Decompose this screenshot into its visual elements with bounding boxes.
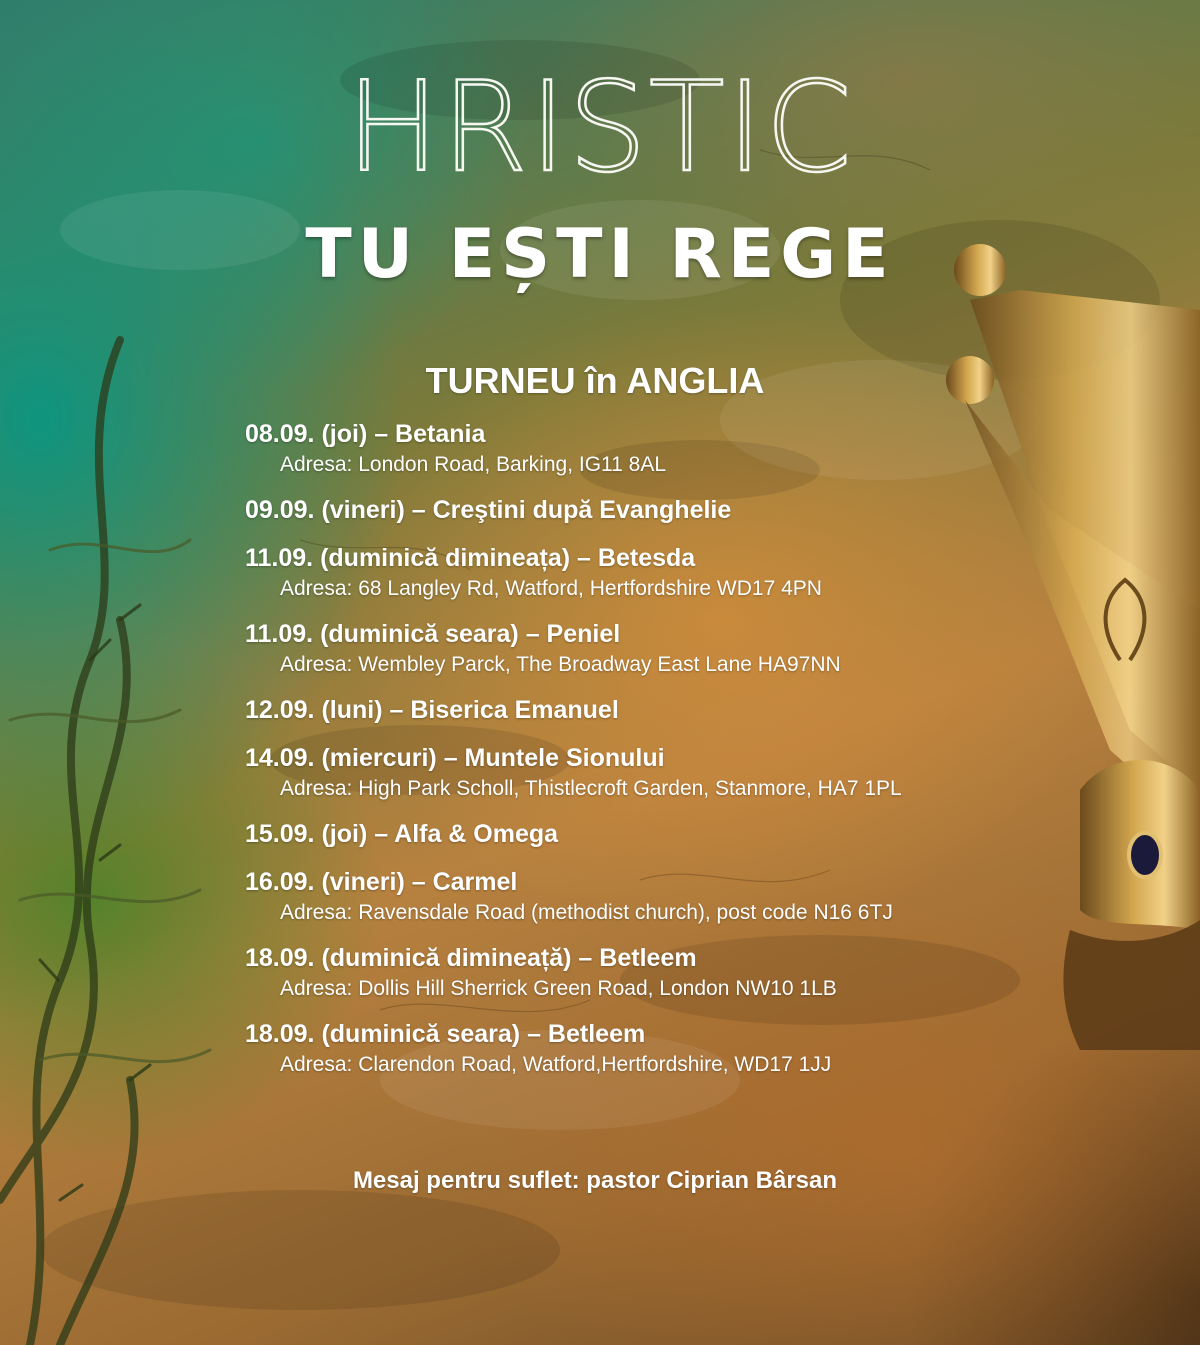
event-heading: 09.09. (vineri) – Creştini după Evanghelie — [245, 496, 732, 524]
event-heading: 18.09. (duminică dimineață) – Betleem — [245, 944, 697, 972]
album-subtitle: TU EȘTI REGE — [305, 215, 895, 294]
event-item — [245, 865, 1045, 927]
message-line: Mesaj pentru suflet: pastor Ciprian Bârsan — [352, 1167, 838, 1194]
event-item — [245, 817, 1045, 851]
event-item — [245, 941, 1045, 1003]
event-heading: 08.09. (joi) – Betania — [245, 420, 486, 448]
album-title: HRISTIC — [346, 56, 854, 200]
event-heading: 16.09. (vineri) – Carmel — [245, 868, 518, 896]
event-address: Adresa: Clarendon Road, Watford,Hertfordshire, WD17 1JJ — [280, 1053, 832, 1076]
event-item — [245, 1017, 1045, 1079]
tour-title: TURNEU în ANGLIA — [425, 360, 765, 401]
event-heading: 18.09. (duminică seara) – Betleem — [245, 1020, 646, 1048]
event-heading: 11.09. (duminică seara) – Peniel — [245, 620, 621, 648]
event-item — [245, 417, 1045, 479]
event-item — [245, 617, 1045, 679]
event-address: Adresa: 68 Langley Rd, Watford, Hertfordshire WD17 4PN — [280, 577, 822, 600]
event-item — [245, 693, 1045, 727]
event-address: Adresa: Ravensdale Road (methodist church), post code N16 6TJ — [280, 901, 893, 924]
event-address: Adresa: London Road, Barking, IG11 8AL — [280, 453, 667, 476]
event-address: Adresa: Wembley Parck, The Broadway East Lane HA97NN — [280, 653, 841, 676]
event-list — [245, 417, 1045, 1093]
event-address: Adresa: Dollis Hill Sherrick Green Road, London NW10 1LB — [280, 977, 837, 1000]
event-item — [245, 493, 1045, 527]
event-heading: 14.09. (miercuri) – Muntele Sionului — [245, 744, 665, 772]
event-item — [245, 541, 1045, 603]
event-heading: 11.09. (duminică dimineața) – Betesda — [245, 544, 696, 572]
event-heading: 12.09. (luni) – Biserica Emanuel — [245, 696, 619, 724]
event-address: Adresa: High Park Scholl, Thistlecroft Garden, Stanmore, HA7 1PL — [280, 777, 902, 800]
event-heading: 15.09. (joi) – Alfa & Omega — [245, 820, 559, 848]
event-item — [245, 741, 1045, 803]
